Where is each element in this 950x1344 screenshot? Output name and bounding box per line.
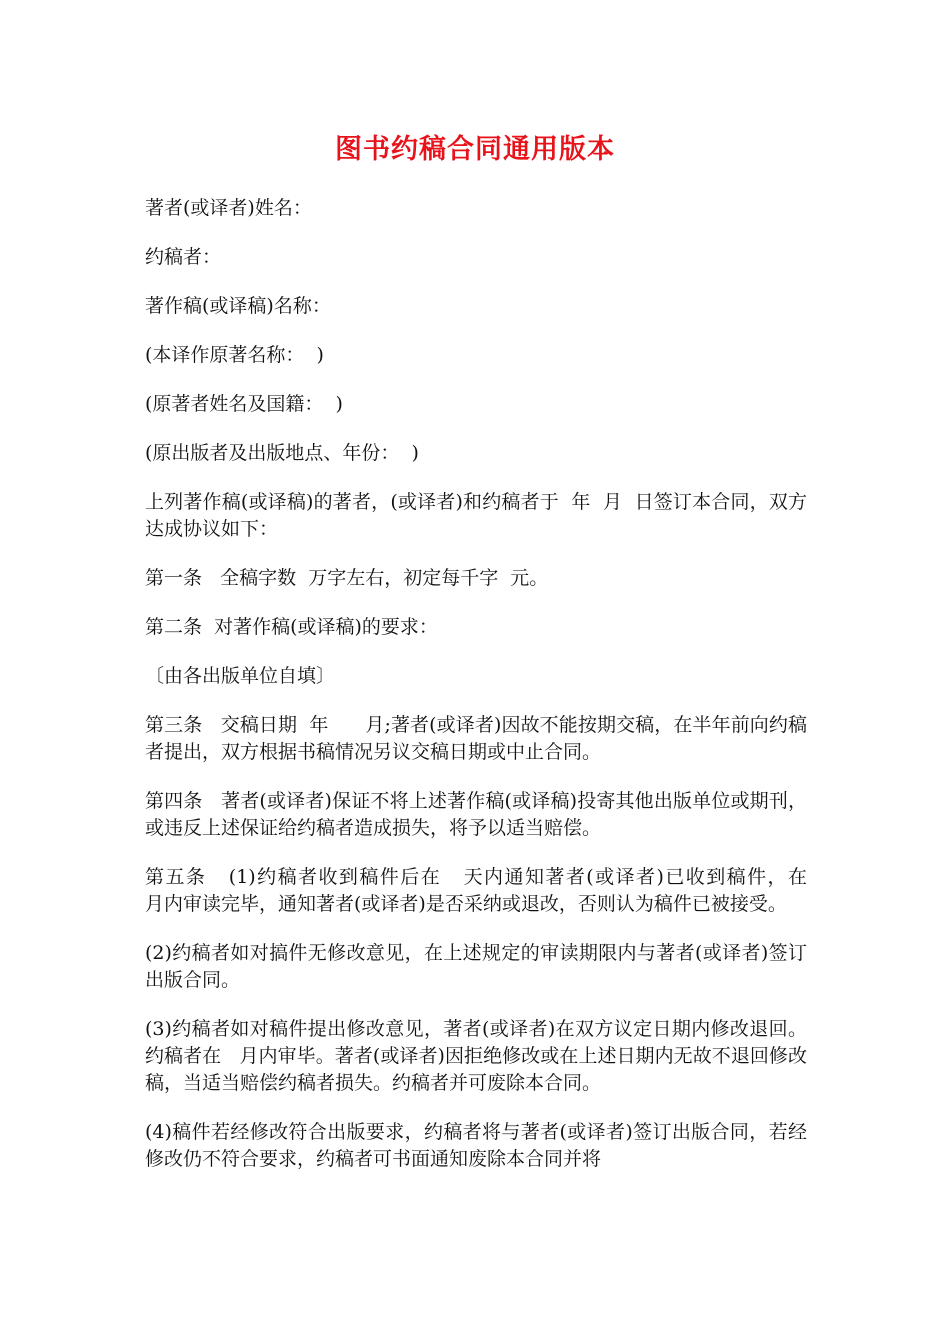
field-original-publisher: (原出版者及出版地点、年份： ) <box>145 442 419 464</box>
article-3: 第三条 交稿日期 年 月;著者(或译者)因故不能按期交稿，在半年前向约稿者提出，双方根据书稿情况另议交稿日期或中止合同。 <box>145 714 807 763</box>
field-manuscript-title: 著作稿(或译稿)名称： <box>145 295 331 317</box>
document-body <box>145 195 844 1195</box>
article-5-clause-2: (2)约稿者如对搞件无修改意见，在上述规定的审读期限内与著者(或译者)签订出版合同。 <box>145 942 807 991</box>
article-2-note: 〔由各出版单位自填〕 <box>145 665 336 687</box>
article-2: 第二条 对著作稿(或译稿)的要求： <box>145 616 438 638</box>
article-4: 第四条 著者(或译者)保证不将上述著作稿(或译稿)投寄其他出版单位或期刊，或违反上述保证给约稿者造成损失，将予以适当赔偿。 <box>145 790 807 839</box>
field-original-title: (本译作原著名称： ) <box>145 344 324 366</box>
article-5-clause-4: (4)稿件若经修改符合出版要求，约稿者将与著者(或译者)签订出版合同，若经修改仍不符合要求，约稿者可书面通知废除本合同并将 <box>145 1121 807 1170</box>
contract-preamble: 上列著作稿(或译稿)的著者，(或译者)和约稿者于 年 月 日签订本合同，双方达成协议如下： <box>145 491 807 540</box>
article-1: 第一条 全稿字数 万字左右，初定每千字 元。 <box>145 567 549 589</box>
field-author-name: 著者(或译者)姓名： <box>145 197 312 219</box>
field-original-author: (原著者姓名及国籍： ) <box>145 393 343 415</box>
article-5-clause-3: (3)约稿者如对稿件提出修改意见，著者(或译者)在双方议定日期内修改退回。约稿者在 月内审毕。著者(或译者)因拒绝修改或在上述日期内无故不退回修改稿，当适当赔偿约稿者损失。约稿者并可废除本合同。 <box>145 1018 807 1094</box>
document-title: 图书约稿合同通用版本 <box>335 134 615 165</box>
field-commissioner: 约稿者： <box>145 246 222 268</box>
article-5-clause-1: 第五条 (1)约稿者收到稿件后在 天内通知著者(或译者)已收到稿件，在 月内审读完毕，通知著者(或译者)是否采纳或退改，否则认为稿件已被接受。 <box>145 866 844 915</box>
